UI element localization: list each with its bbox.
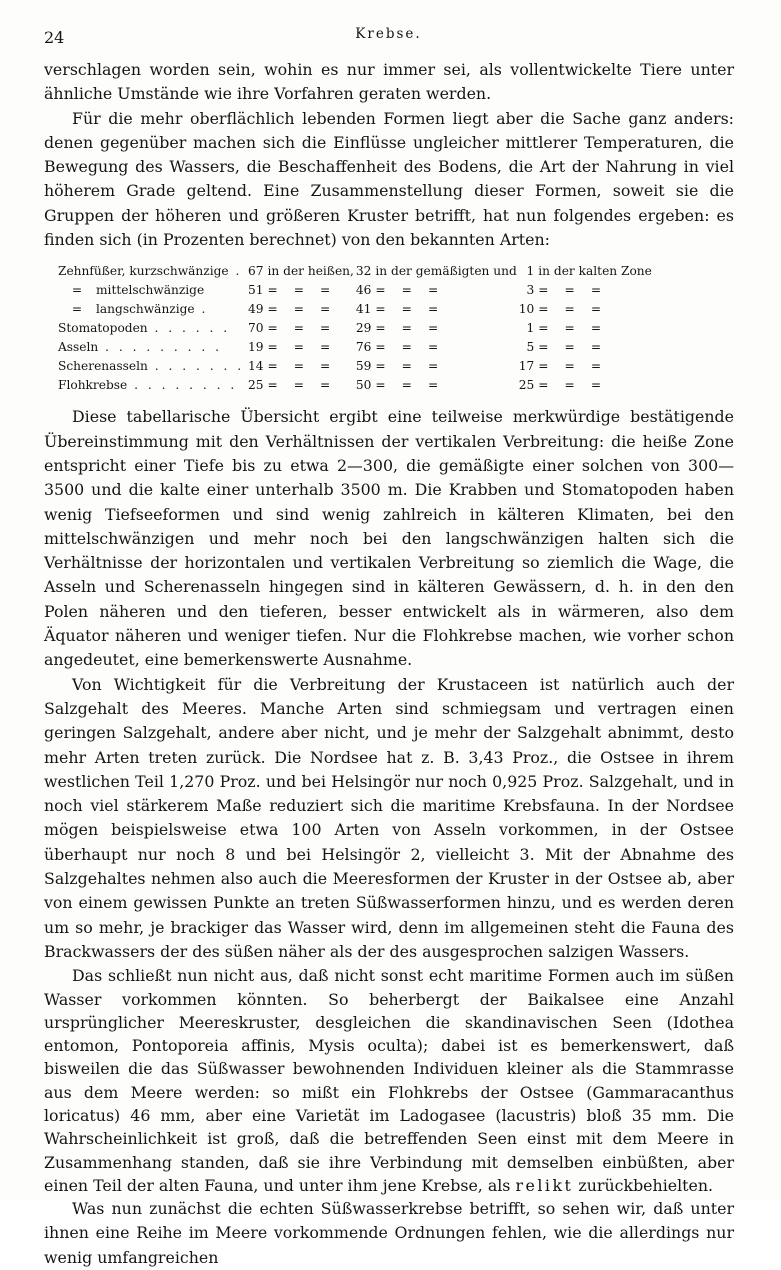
table-row xyxy=(58,300,652,319)
ditto-marks: = = = xyxy=(538,283,614,298)
page-number: 24 xyxy=(44,28,65,47)
cold-value: 25 xyxy=(518,378,535,393)
ditto-marks: = = = xyxy=(538,359,614,374)
ditto-marks: = = = xyxy=(375,302,451,317)
cold-value: 1 xyxy=(526,264,535,279)
ditto-marks: = = = xyxy=(267,283,343,298)
hot-value: 14 xyxy=(248,359,264,374)
table-row-label xyxy=(58,319,246,338)
cold-value: 5 xyxy=(526,340,535,355)
paragraph-table-discussion: Diese tabellarische Übersicht ergibt eine teilweise merkwürdige bestätigende Übereinstimmung mit den Verhältnissen der vertikalen Verbreitung: die heiße Zone entspricht einer Tiefe bis zu etwa 2—300, die gemäßigte einer solchen von 300—3500 und die kalte einer unterhalb 3500 m. Die Krabben und Stomatopoden haben wenig Tiefseeformen und sind wenig zahlreich in kälteren Klimaten, bei den mittelschwänzigen und mehr noch bei den langschwänzigen halten sich die Verhältnisse der horizontalen und vertikalen Verbreitung so ziemlich die Wage, die Asseln und Scherenasseln hingegen sind in kälteren Gewässern, d. h. in den den Polen näheren und den tieferen, besser entwickelt als in wärmeren, also dem Äquator näheren und weniger tiefen. Nur die Flohkrebse machen, wie vorher schon angedeutet, eine bemerkenswerte Ausnahme. xyxy=(44,407,734,670)
ditto-marks: = = = xyxy=(375,283,451,298)
paragraph-surface-forms: Für die mehr oberflächlich lebenden Formen liegt aber die Sache ganz anders: denen gegenüber machen sich die Einflüsse ungleicher mittlerer Temperaturen, die Bewegung des Wassers, die Beschaffenheit des Bodens, die Art der Nahrung in viel höherem Grade geltend. Eine Zusammenstellung dieser Formen, soweit sie die Gruppen der höheren und größeren Kruster betrifft, hat nun folgendes ergeben: es finden sich (in Prozenten berechnet) von den bekannten Arten: xyxy=(44,108,734,250)
row-label: Asseln xyxy=(58,340,99,355)
temperate-value: 32 xyxy=(355,264,372,279)
temperate-value: 29 xyxy=(355,321,372,336)
paragraph-freshwater-crabs: Was nun zunächst die echten Süßwasserkrebse betrifft, so sehen wir, daß unter ihnen eine Reihe im Meere vorkommende Ordnungen fehlen, wie die allerdings nur wenig umfangreichen xyxy=(44,1199,734,1267)
table-row xyxy=(58,376,652,395)
ditto-marks: = = = xyxy=(375,321,451,336)
paragraph-relict-fauna xyxy=(44,964,734,1197)
temperate-value: 41 xyxy=(355,302,372,317)
ditto-marks: = = = xyxy=(267,321,343,336)
relict-text-end: zurückbehielten. xyxy=(578,1175,714,1195)
hot-value: 51 xyxy=(248,283,264,298)
temperate-value: 76 xyxy=(355,340,372,355)
ditto-marks: = = = xyxy=(538,321,614,336)
temperate-value: 50 xyxy=(355,378,372,393)
row-label: Scherenasseln xyxy=(58,359,148,374)
paragraph-salinity: Von Wichtigkeit für die Verbreitung der Krustaceen ist natürlich auch der Salzgehalt des Meeres. Manche Arten sind schmiegsam und vertragen einen geringen Salzgehalt, andere aber nicht, und je mehr der Salzgehalt abnimmt, desto mehr Arten treten zurück. Die Nordsee hat z. B. 3,43 Proz., die Ostsee in ihrem westlichen Teil 1,270 Proz. und bei Helsingör nur noch 0,925 Proz. Salzgehalt, und in noch viel stärkerem Maße reduziert sich die maritime Krebsfauna. In der Nordsee mögen beispielsweise etwa 100 Arten von Asseln vorkommen, in der Ostsee überhaupt nur noch 8 und bei Helsingör 2, vielleicht 3. Mit der Abnahme des Salzgehaltes nehmen also auch die Meeresformen der Kruster in der Ostsee ab, aber von einem gewissen Punkte an treten Süßwasserformen hinzu, und es werden deren um so mehr, je brackiger das Wasser wird, denn im allgemeinen steht die Fauna des Brackwassers der des süßen näher als der des ausgesprochen salzigen Wassers. xyxy=(44,674,734,961)
table-row xyxy=(58,338,652,357)
ditto-marks: = = = xyxy=(375,340,451,355)
ditto-marks: = = = xyxy=(267,340,343,355)
cold-value: 3 xyxy=(526,283,535,298)
row-label: Flohkrebse xyxy=(58,378,128,393)
ditto-marks: = = = xyxy=(538,340,614,355)
hot-value: 25 xyxy=(248,378,264,393)
table-row-label xyxy=(58,281,246,300)
running-head: Krebse. xyxy=(355,26,422,42)
leader-dots: . . . . . . . . xyxy=(127,378,238,393)
cold-zone-label: in der kalten Zone xyxy=(538,264,652,279)
ditto-marks: = = = xyxy=(538,378,614,393)
leader-dots: . . . . . . . xyxy=(147,359,245,374)
hot-zone-label: in der heißen, xyxy=(267,264,354,279)
table-row-label xyxy=(58,357,246,376)
ditto-marks: = = = xyxy=(538,302,614,317)
table-row xyxy=(58,319,652,338)
leader-dots: . xyxy=(194,302,209,317)
row-label: Stomatopoden xyxy=(58,321,148,336)
body-text xyxy=(44,58,734,1270)
temperate-zone-label: in der gemäßigten und xyxy=(375,264,517,279)
cold-value: 17 xyxy=(518,359,535,374)
row-label: mittelschwänzige xyxy=(96,283,205,298)
hot-value: 19 xyxy=(248,340,264,355)
hot-value: 49 xyxy=(248,302,264,317)
hot-value: 67 xyxy=(248,264,264,279)
distribution-table xyxy=(58,262,652,395)
relict-emphasis: relikt xyxy=(515,1175,574,1195)
ditto-marks: = = = xyxy=(267,302,343,317)
ditto-prefix: = xyxy=(71,283,83,298)
paragraph-continuation: verschlagen worden sein, wohin es nur immer sei, als vollentwickelte Tiere unter ähnliche Umstände wie ihre Vorfahren geraten werden. xyxy=(44,60,734,104)
temperate-value: 59 xyxy=(355,359,372,374)
temperate-value: 46 xyxy=(355,283,372,298)
table-row-label: Zehnfüßer, kurzschwänzige . xyxy=(58,264,243,279)
table-row-label xyxy=(58,376,246,395)
row-label: Zehnfüßer, kurzschwänzige xyxy=(58,264,229,279)
table-row xyxy=(58,262,652,281)
ditto-marks: = = = xyxy=(267,378,343,393)
cold-value: 1 xyxy=(526,321,535,336)
table-row-label xyxy=(58,338,246,357)
relict-text-start: Das schließt nun nicht aus, daß nicht sonst echt maritime Formen auch im süßen Wasser vorkommen könnten. So beherbergt der Baikalsee eine Anzahl ursprünglicher Meereskruster, desgleichen die skandinavischen Seen (Idothea entomon, Pontoporeia affinis, Mysis oculta); dabei ist es bemerkenswert, daß bisweilen die das Süßwasser bewohnenden Individuen kleiner als die Stammrasse aus dem Meere werden: so mißt ein Flohkrebs der Ostsee (Gammaracanthus loricatus) 46 mm, aber eine Varietät im Ladogasee (lacustris) bloß 35 mm. Die Wahrscheinlichkeit ist groß, daß die betreffenden Seen einst mit dem Meere in Zusammenhang standen, daß sie ihre Verbindung mit demselben einbüßten, aber einen Teil der alten Fauna, und unter ihm jene Krebse, als xyxy=(44,966,734,1195)
cold-value: 10 xyxy=(518,302,535,317)
table-row xyxy=(58,357,652,376)
row-label: langschwänzige xyxy=(96,302,195,317)
table-body xyxy=(58,281,652,395)
page-header xyxy=(44,22,733,48)
table-row xyxy=(58,281,652,300)
ditto-prefix: = xyxy=(71,302,83,317)
leader-dots: . . . . . . xyxy=(147,321,231,336)
hot-value: 70 xyxy=(248,321,264,336)
table-row-label xyxy=(58,300,246,319)
ditto-marks: = = = xyxy=(375,378,451,393)
ditto-marks: = = = xyxy=(375,359,451,374)
leader-dots: . . . . . . . . . xyxy=(98,340,223,355)
ditto-marks: = = = xyxy=(267,359,343,374)
